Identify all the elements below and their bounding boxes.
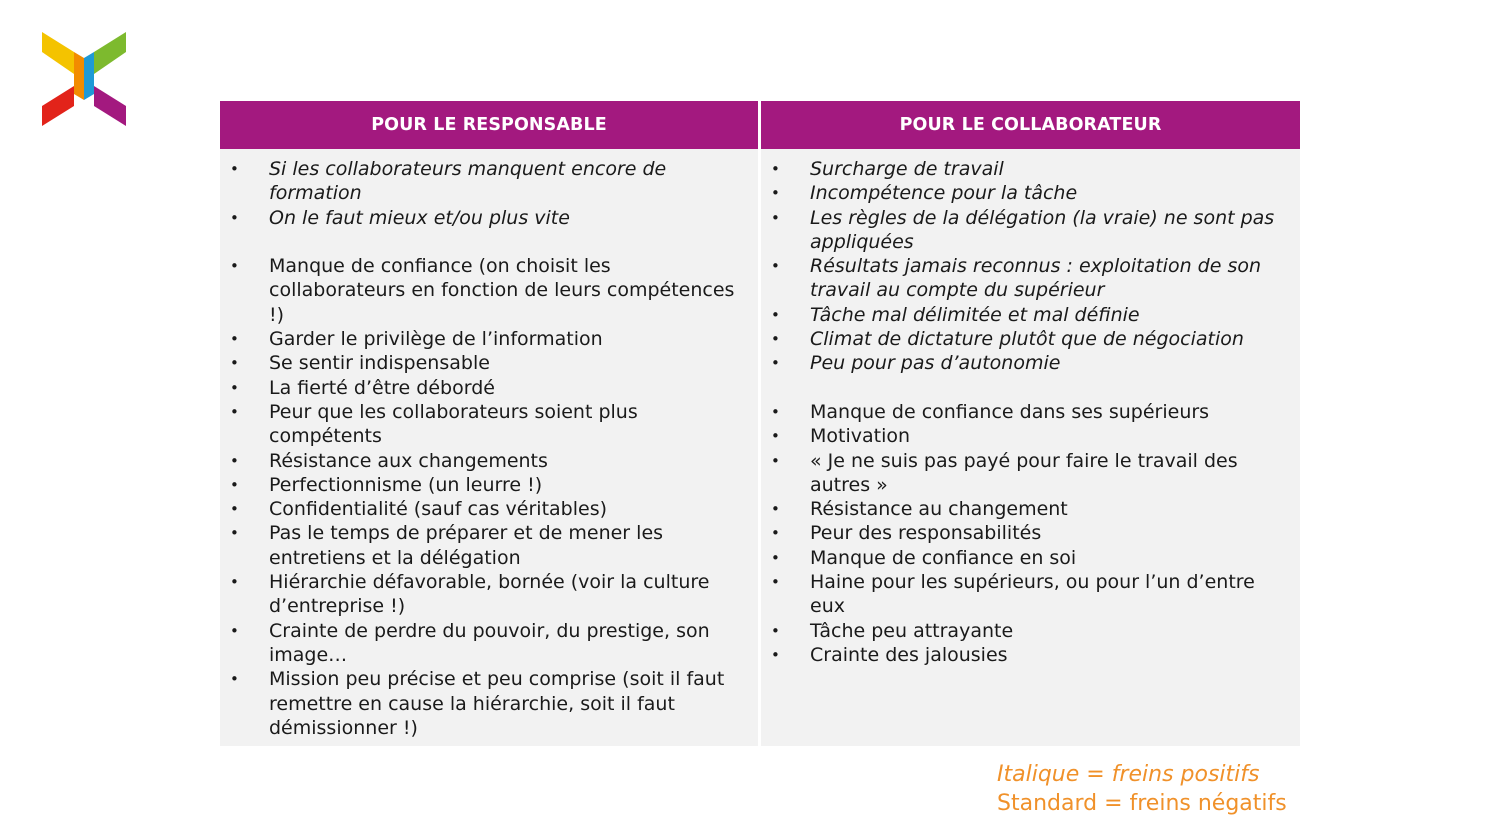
collaborateur-list-item [761, 521, 1300, 545]
bullet-icon: • [230, 160, 239, 178]
collaborateur-list-item [761, 449, 1300, 498]
collaborateur-list-item [761, 254, 1300, 303]
collaborateur-list-item [761, 570, 1300, 619]
collaborateur-item-text: Peu pour pas d’autonomie [810, 352, 1061, 375]
collaborateur-item-text: Tâche mal délimitée et mal définie [810, 303, 1140, 326]
responsable-list-item [220, 351, 758, 375]
collaborateur-list-item [761, 497, 1300, 521]
collaborateur-list-item [761, 643, 1300, 667]
bullet-icon: • [771, 160, 780, 178]
bullet-icon: • [771, 257, 780, 276]
responsable-item-text: Confidentialité (sauf cas véritables) [269, 498, 608, 521]
bullet-icon: • [771, 621, 780, 640]
responsable-item-text: Si les collaborateurs manquent encore de formation [269, 158, 667, 205]
legend [997, 760, 1287, 818]
bullet-icon: • [771, 573, 780, 592]
bullet-icon: • [771, 427, 780, 446]
collaborateur-item-text: Peur des responsabilités [810, 522, 1042, 545]
collaborateur-item-text: « Je ne suis pas payé pour faire le travail des autres » [810, 449, 1238, 496]
collaborateur-item-text: Les règles de la délégation (la vraie) ne sont pas appliquées [810, 206, 1275, 253]
table-header-row [220, 101, 1300, 149]
collaborateur-item-text: Surcharge de travail [810, 158, 1004, 180]
collaborateur-item-text: Résultats jamais reconnus : exploitation de son travail au compte du supérieur [810, 255, 1262, 302]
responsable-list-item [220, 497, 758, 521]
list-spacer [761, 376, 1300, 400]
collaborateur-list-item [761, 424, 1300, 448]
collaborateur-list-item [761, 546, 1300, 570]
bullet-icon: • [230, 500, 239, 519]
colorful-x-logo-icon [40, 30, 128, 128]
bullet-icon: • [771, 208, 780, 227]
responsable-list-item [220, 157, 758, 206]
bullet-icon: • [771, 451, 780, 470]
bullet-icon: • [771, 500, 780, 519]
responsable-list-item [220, 449, 758, 473]
collaborateur-list-item [761, 157, 1300, 181]
responsable-item-text: Manque de confiance (on choisit les collaborateurs en fonction de leurs compétences !) [269, 255, 735, 326]
bullet-icon: • [230, 354, 239, 373]
bullet-icon: • [230, 257, 239, 276]
collaborateur-item-text: Incompétence pour la tâche [810, 182, 1078, 205]
bullet-icon: • [230, 330, 239, 349]
responsable-list-item [220, 254, 758, 327]
header-collaborateur: POUR LE COLLABORATEUR [761, 101, 1300, 149]
bullet-icon: • [771, 330, 780, 349]
collaborateur-item-text: Tâche peu attrayante [810, 619, 1014, 642]
responsable-list-item [220, 667, 758, 740]
bullet-icon: • [771, 548, 780, 567]
responsable-column [220, 149, 758, 746]
collaborateur-item-text: Manque de confiance en soi [810, 546, 1077, 569]
list-spacer [220, 230, 758, 254]
responsable-item-text: La fierté d’être débordé [269, 376, 495, 399]
table-body-row [220, 149, 1300, 746]
responsable-list-item [220, 570, 758, 619]
collaborateur-item-text: Crainte des jalousies [810, 643, 1008, 666]
bullet-icon: • [230, 670, 239, 689]
collaborateur-list-item [761, 619, 1300, 643]
responsable-list-item [220, 619, 758, 668]
collaborateur-item-text: Résistance au changement [810, 498, 1068, 521]
collaborateur-list-item [761, 206, 1300, 255]
responsable-item-text: Mission peu précise et peu comprise (soit il faut remettre en cause la hiérarchie, soit il faut démissionner !) [269, 668, 725, 739]
responsable-item-text: On le faut mieux et/ou plus vite [269, 206, 570, 229]
bullet-icon: • [230, 573, 239, 592]
collaborateur-list-item [761, 400, 1300, 424]
collaborateur-list-item [761, 351, 1300, 375]
bullet-icon: • [771, 524, 780, 543]
responsable-list-item [220, 376, 758, 400]
bullet-icon: • [230, 524, 239, 543]
responsable-item-text: Garder le privilège de l’information [269, 328, 603, 351]
bullet-icon: • [771, 402, 780, 421]
responsable-list-item [220, 206, 758, 230]
bullet-icon: • [230, 475, 239, 494]
bullet-icon: • [230, 378, 239, 397]
collaborateur-list-item [761, 303, 1300, 327]
responsable-list-item [220, 473, 758, 497]
responsable-item-text: Peur que les collaborateurs soient plus compétents [269, 400, 638, 448]
bullet-icon: • [771, 184, 780, 203]
responsable-item-text: Pas le temps de préparer et de mener les entretiens et la délégation [269, 522, 664, 569]
responsable-list [220, 157, 758, 740]
bullet-icon: • [230, 451, 239, 470]
bullet-icon: • [230, 621, 239, 640]
collaborateur-list-item [761, 181, 1300, 205]
collaborateur-item-text: Haine pour les supérieurs, ou pour l’un d’entre eux [810, 571, 1255, 618]
collaborateur-list-item [761, 327, 1300, 351]
bullet-icon: • [230, 208, 239, 227]
bullet-icon: • [230, 402, 239, 421]
collaborateur-item-text: Manque de confiance dans ses supérieurs [810, 400, 1210, 423]
legend-italic-line: Italique = freins positifs [997, 762, 1260, 787]
responsable-item-text: Perfectionnisme (un leurre !) [269, 473, 543, 496]
responsable-list-item [220, 400, 758, 449]
responsable-list-item [220, 521, 758, 570]
responsable-item-text: Crainte de perdre du pouvoir, du prestige, son image… [269, 619, 710, 666]
collaborateur-list [761, 157, 1300, 667]
bullet-icon: • [771, 354, 780, 373]
collaborateur-item-text: Motivation [810, 425, 911, 448]
bullet-icon: • [771, 645, 780, 664]
responsable-item-text: Hiérarchie défavorable, bornée (voir la culture d’entreprise !) [269, 571, 710, 618]
comparison-table [220, 101, 1300, 746]
collaborateur-item-text: Climat de dictature plutôt que de négociation [810, 328, 1244, 351]
legend-standard-line: Standard = freins négatifs [997, 791, 1287, 816]
responsable-list-item [220, 327, 758, 351]
collaborateur-column [761, 149, 1300, 746]
bullet-icon: • [771, 305, 780, 324]
responsable-item-text: Se sentir indispensable [269, 352, 490, 375]
header-responsable: POUR LE RESPONSABLE [220, 101, 758, 149]
responsable-item-text: Résistance aux changements [269, 449, 548, 472]
